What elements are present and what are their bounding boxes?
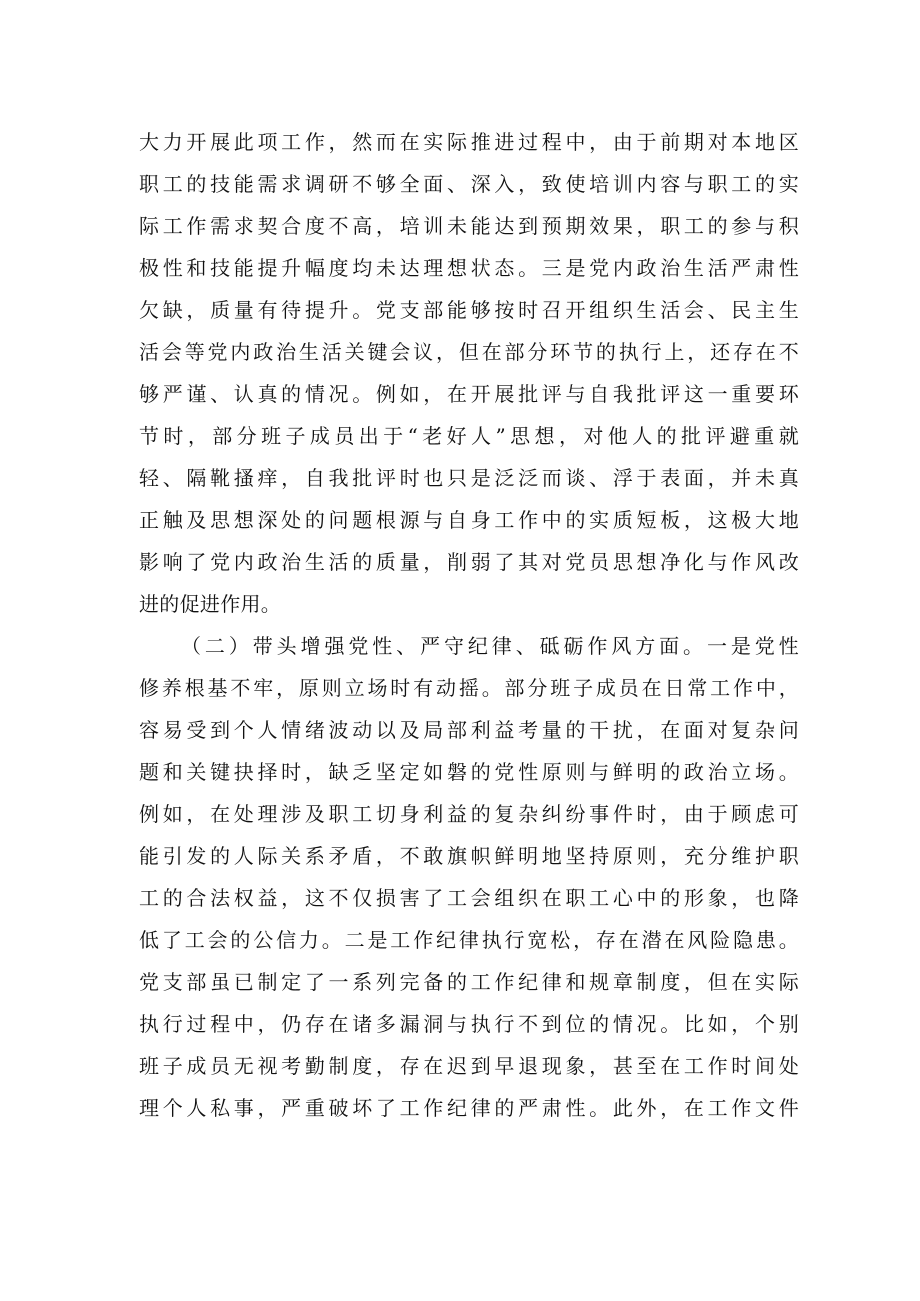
text-line: 正触及思想深处的问题根源与自身工作中的实质短板，这极大地 [139,508,799,532]
text-line: 执行过程中，仍存在诸多漏洞与执行不到位的情况。比如，个别 [139,1012,799,1036]
text-line: 际工作需求契合度不高，培训未能达到预期效果，职工的参与积 [139,214,799,238]
text-line: 轻、隔靴搔痒，自我批评时也只是泛泛而谈、浮于表面，并未真 [139,466,799,490]
text-line: 活会等党内政治生活关键会议，但在部分环节的执行上，还存在不 [139,340,799,364]
text-line: 修养根基不牢，原则立场时有动摇。部分班子成员在日常工作中， [139,676,799,700]
text-line: 节时，部分班子成员出于“老好人”思想，对他人的批评避重就 [139,424,799,448]
text-line: 进的促进作用。 [139,592,282,616]
text-line: 班子成员无视考勤制度，存在迟到早退现象，甚至在工作时间处 [139,1054,799,1078]
text-line: 职工的技能需求调研不够全面、深入，致使培训内容与职工的实 [139,172,799,196]
text-line: 工的合法权益，这不仅损害了工会组织在职工心中的形象，也降 [139,886,799,910]
text-line: 够严谨、认真的情况。例如，在开展批评与自我批评这一重要环 [139,382,799,406]
text-line: 例如，在处理涉及职工切身利益的复杂纠纷事件时，由于顾虑可 [139,802,799,826]
text-line: 低了工会的公信力。二是工作纪律执行宽松，存在潜在风险隐患。 [139,928,799,952]
text-line: 极性和技能提升幅度均未达理想状态。三是党内政治生活严肃性 [139,256,799,280]
text-line: 大力开展此项工作，然而在实际推进过程中，由于前期对本地区 [139,130,799,154]
section-heading-line: （二）带头增强党性、严守纪律、砥砺作风方面。一是党性 [181,634,799,658]
text-line: 影响了党内政治生活的质量，削弱了其对党员思想净化与作风改 [139,550,799,574]
text-line: 党支部虽已制定了一系列完备的工作纪律和规章制度，但在实际 [139,970,799,994]
text-line: 理个人私事，严重破坏了工作纪律的严肃性。此外，在工作文件 [139,1096,799,1120]
text-line: 题和关键抉择时，缺乏坚定如磐的党性原则与鲜明的政治立场。 [139,760,799,784]
text-line: 欠缺，质量有待提升。党支部能够按时召开组织生活会、民主生 [139,298,799,322]
text-line: 能引发的人际关系矛盾，不敢旗帜鲜明地坚持原则，充分维护职 [139,844,799,868]
text-line: 容易受到个人情绪波动以及局部利益考量的干扰，在面对复杂问 [139,718,799,742]
